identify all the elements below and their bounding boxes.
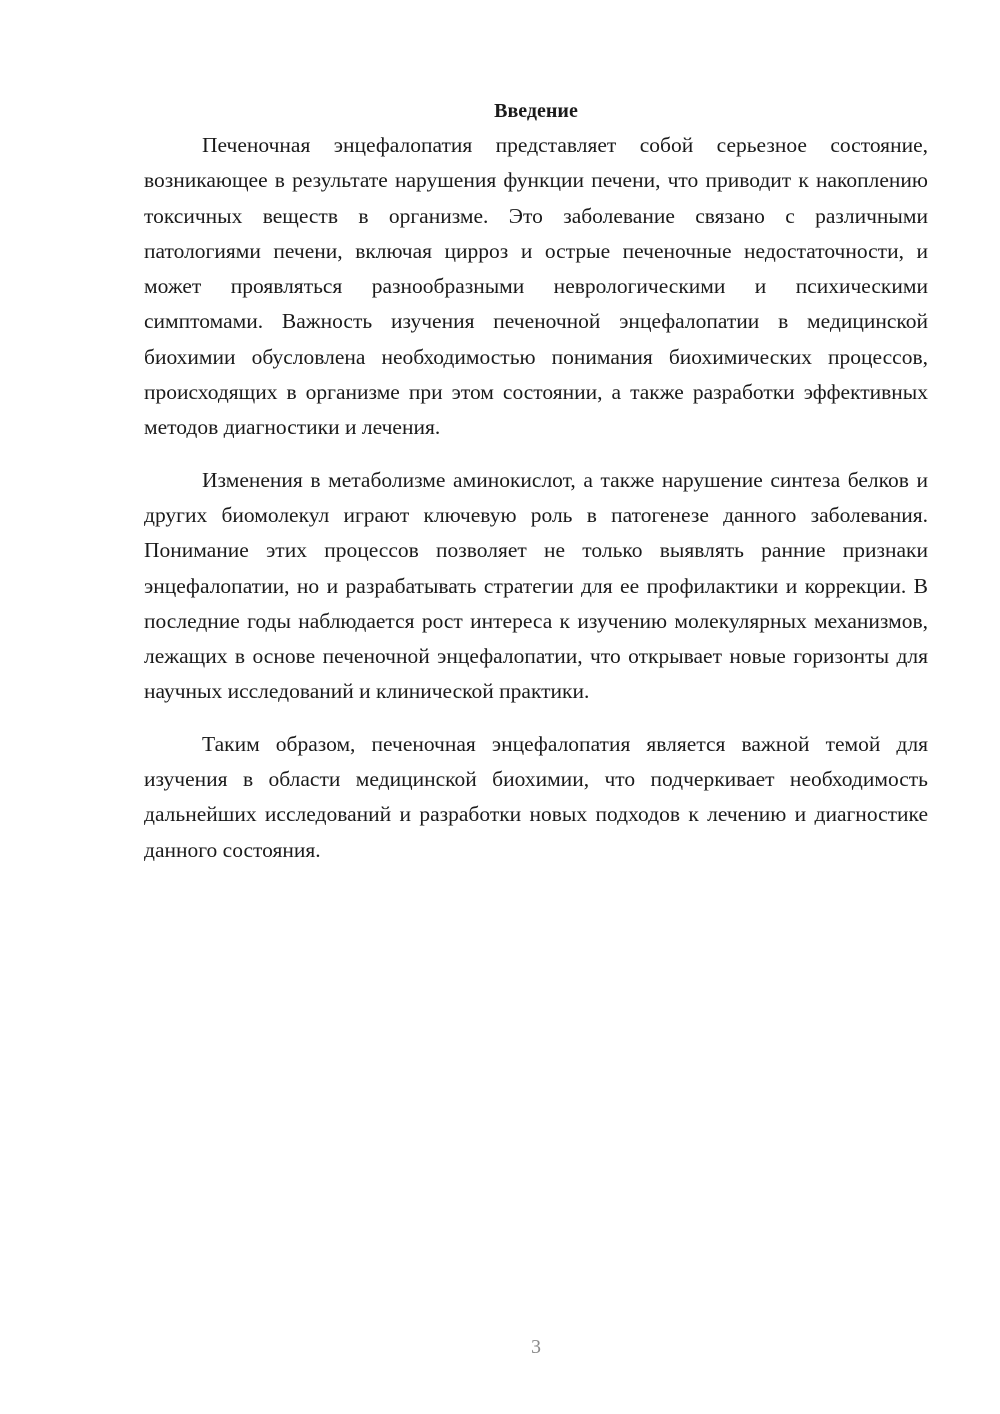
- page-content: [144, 96, 928, 868]
- paragraph-3: Таким образом, печеночная энцефалопатия является важной темой для изучения в области медицинской биохимии, что подчеркивает необходимость дальнейших исследований и разработки новых подходов к лечению и диагностике данного состояния.: [144, 731, 928, 862]
- paragraph-1: Печеночная энцефалопатия представляет собой серьезное состояние, возникающее в результате нарушения функции печени, что приводит к накоплению токсичных веществ в организме. Это заболевание связано с различными патологиями печени, включая цирроз и острые печеночные недостаточности, и может проявляться разнообразными неврологическими и психическими симптомами. Важность изучения печеночной энцефалопатии в медицинской биохимии обусловлена необходимостью понимания биохимических процессов, происходящих в организме при этом состоянии, а также разработки эффективных методов диагностики и лечения.: [144, 133, 928, 440]
- section-title: Введение: [494, 100, 578, 122]
- paragraph-2: Изменения в метаболизме аминокислот, а также нарушение синтеза белков и других биомолекул играют ключевую роль в патогенезе данного заболевания. Понимание этих процессов позволяет не только выявлять ранние признаки энцефалопатии, но и разрабатывать стратегии для ее профилактики и коррекции. В последние годы наблюдается рост интереса к изучению молекулярных механизмов, лежащих в основе печеночной энцефалопатии, что открывает новые горизонты для научных исследований и клинической практики.: [144, 467, 928, 704]
- page-number: 3: [531, 1336, 541, 1358]
